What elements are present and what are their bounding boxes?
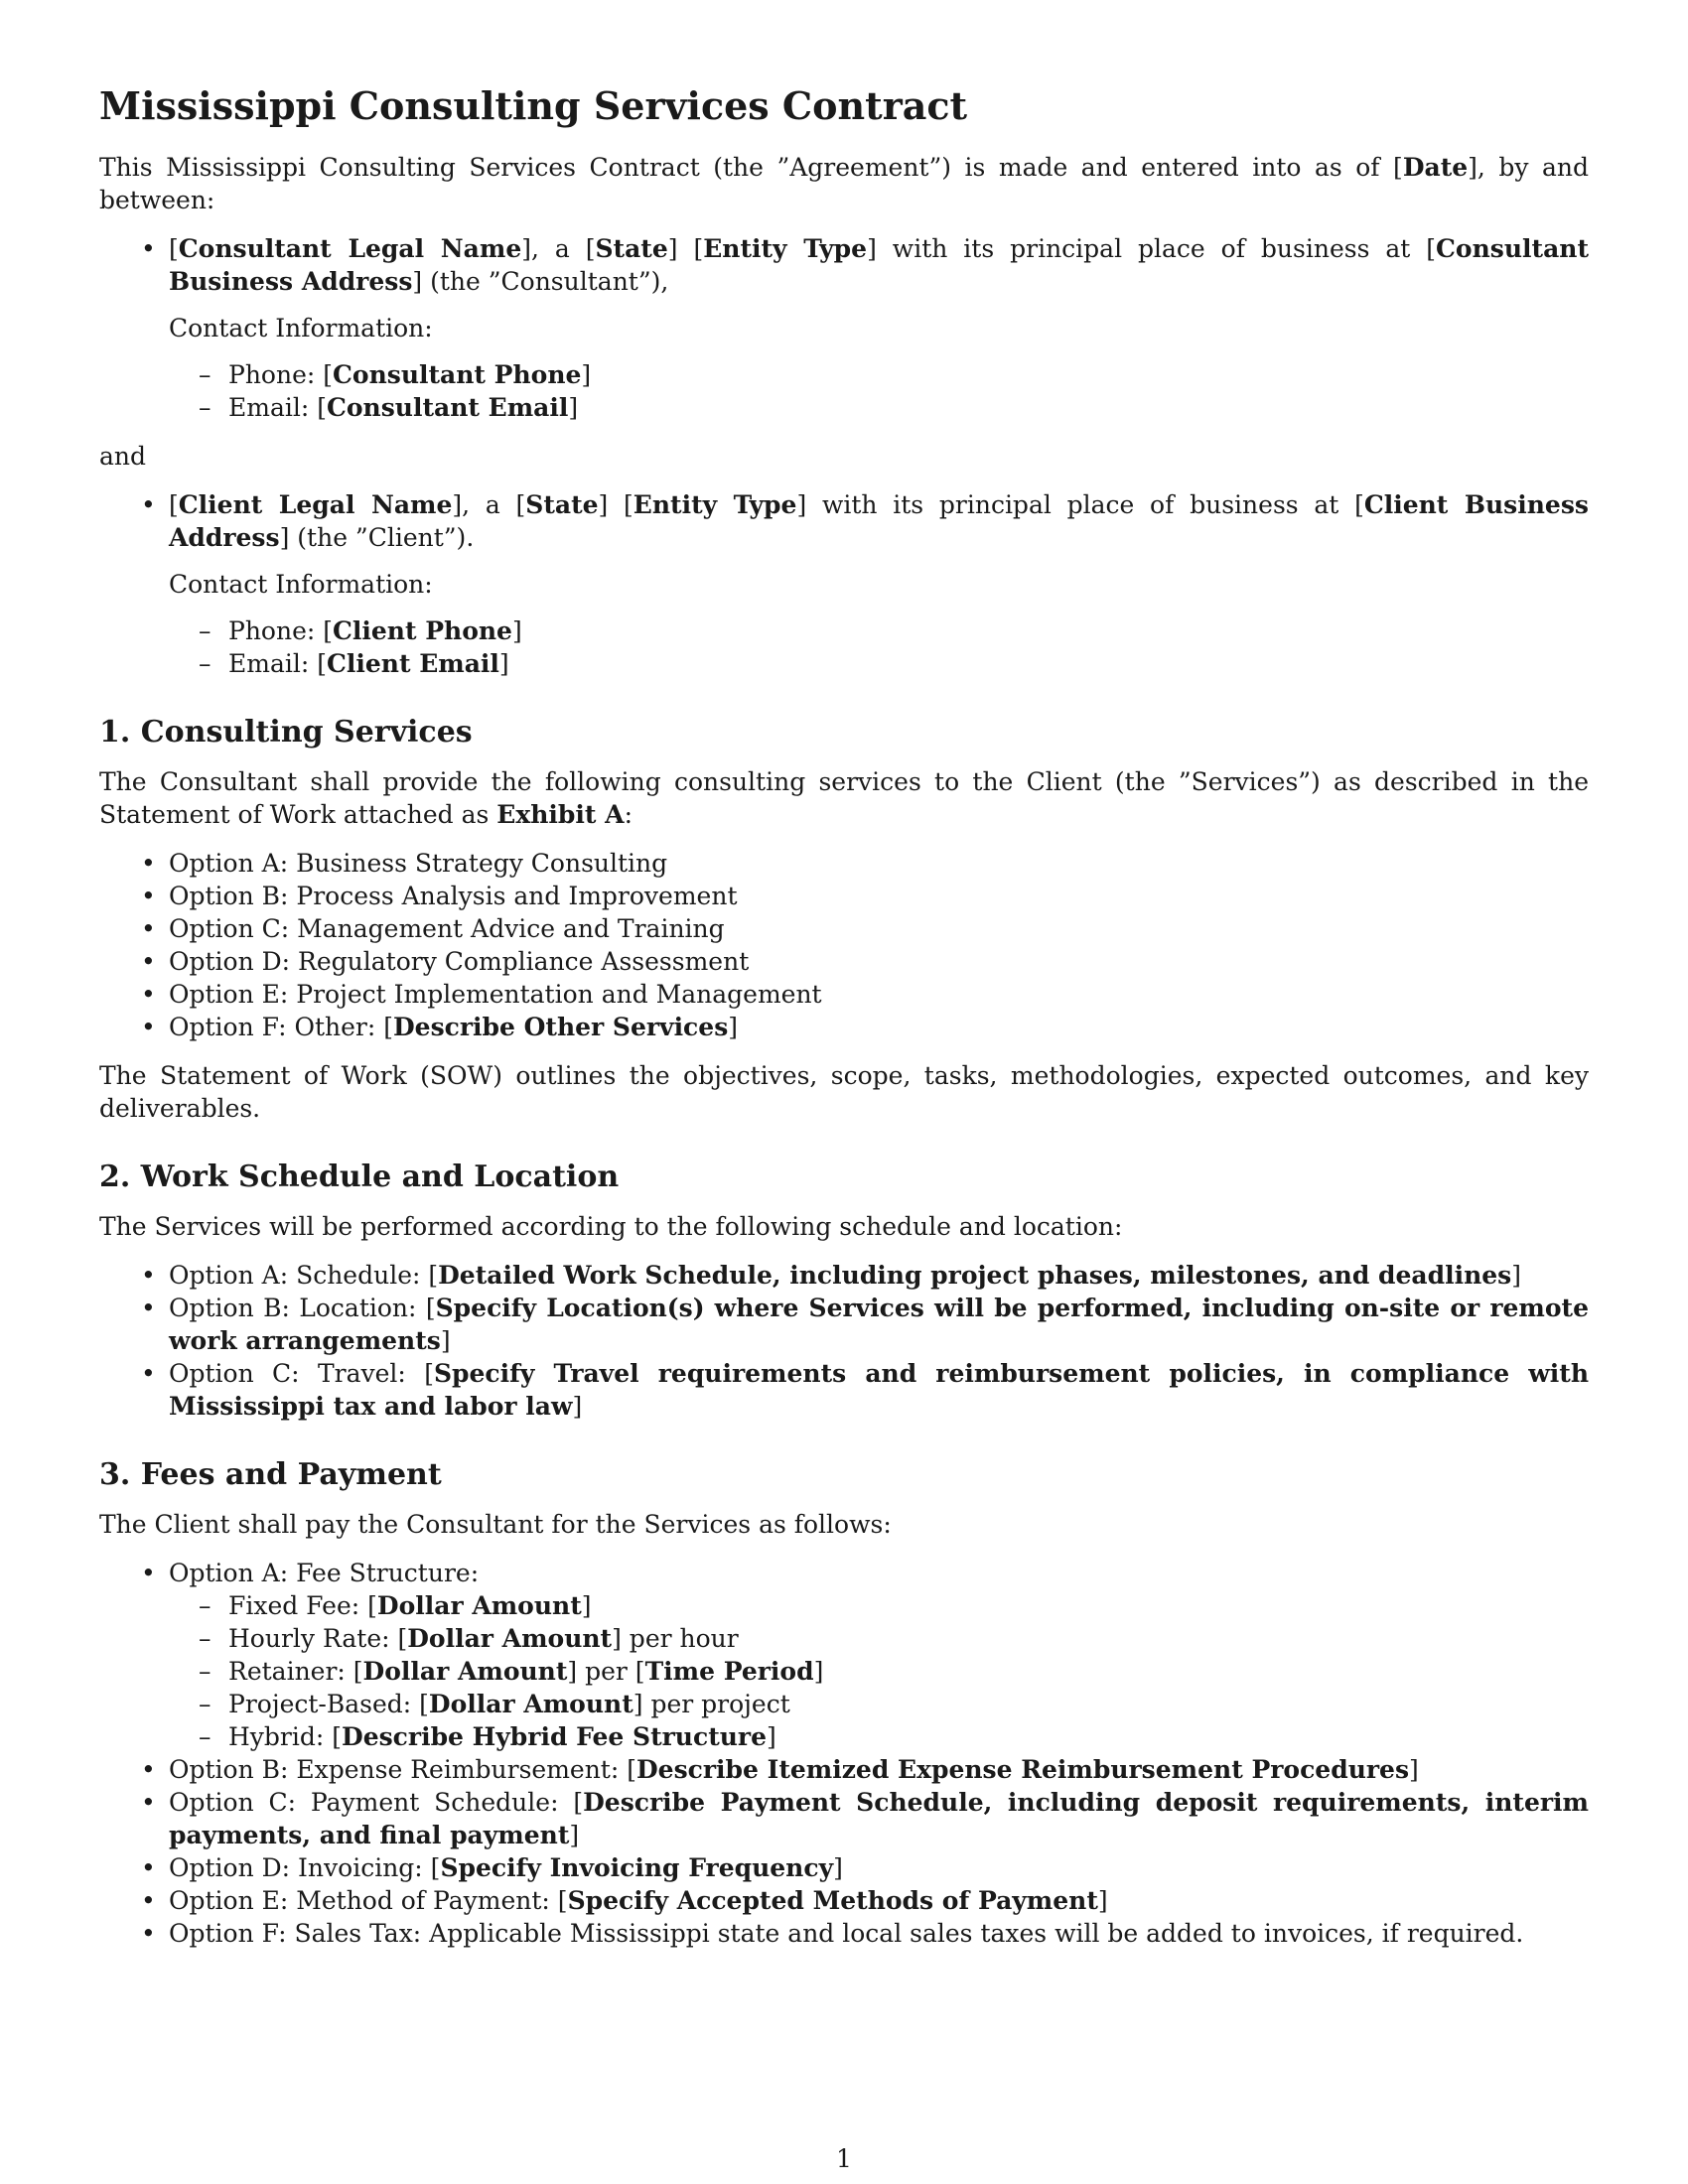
expense-placeholder: Describe Itemized Expense Reimbursement Procedures [635, 1755, 1410, 1784]
list-item: • Option C: Payment Schedule: [Describe Payment Schedule, including deposit requirements, interim payments, and final payment] [99, 1786, 1589, 1851]
page-number: 1 [836, 2144, 852, 2173]
consultant-entity-type: Entity Type [703, 234, 868, 263]
sow-paragraph: The Statement of Work (SOW) outlines the objectives, scope, tasks, methodologies, expected outcomes, and key deliverables. [99, 1061, 1589, 1123]
client-phone-label: Phone: [ [228, 616, 333, 645]
schedule-options-list [99, 1259, 1589, 1423]
list-item: • Option A: Business Strategy Consulting [99, 847, 1589, 880]
services-options-list [99, 847, 1589, 1043]
consultant-email-value: Consultant Email [326, 393, 569, 422]
client-mid-text: with its principal place of business at [ [806, 490, 1364, 519]
list-item [99, 1557, 1589, 1753]
payment-schedule-placeholder: Describe Payment Schedule, including deposit requirements, interim payments, and final payment [169, 1788, 1589, 1849]
fixed-fee: – Fixed Fee: [Dollar Amount] [169, 1589, 1589, 1622]
consultant-phone-label: Phone: [ [228, 360, 333, 389]
list-item: • Option E: Project Implementation and Management [99, 978, 1589, 1011]
list-item: • Option B: Process Analysis and Improvement [99, 880, 1589, 912]
list-item: • Option D: Regulatory Compliance Assessment [99, 945, 1589, 978]
payment-method-placeholder: Specify Accepted Methods of Payment [567, 1886, 1098, 1915]
consultant-party-list [99, 232, 1589, 424]
hourly-rate-label: Hourly Rate: [ [228, 1624, 408, 1653]
retainer-period-placeholder: Time Period [644, 1657, 814, 1686]
fees-options-list [99, 1557, 1589, 1950]
consultant-contact-list [169, 358, 1589, 424]
invoicing-placeholder: Specify Invoicing Frequency [440, 1853, 834, 1882]
travel-label: Option C: Travel: [ [169, 1359, 434, 1388]
client-address: Client Business Address [169, 490, 1589, 552]
hybrid-placeholder: Describe Hybrid Fee Structure [342, 1722, 768, 1751]
consultant-phone: – Phone: [Consultant Phone] [169, 358, 1589, 391]
list-item: • Option E: Method of Payment: [Specify Accepted Methods of Payment] [99, 1884, 1589, 1917]
consultant-mid-text: with its principal place of business at [ [876, 234, 1437, 263]
retainer-mid: ] per [ [567, 1657, 645, 1686]
section-1-intro-text: The Consultant shall provide the following consulting services to the Client (the ”Services”) as described in the Statement of Work attached as [99, 767, 1589, 829]
retainer-label: Retainer: [ [228, 1657, 363, 1686]
hybrid: – Hybrid: [Describe Hybrid Fee Structure] [169, 1720, 1589, 1753]
payment-schedule-label: Option C: Payment Schedule: [ [169, 1788, 584, 1817]
intro-paragraph [99, 151, 1589, 216]
location-placeholder: Specify Location(s) where Services will be performed, including on-site or remote work arrangements [169, 1294, 1590, 1355]
client-suffix: ] (the ”Client”). [279, 523, 475, 552]
consultant-suffix: ] (the ”Consultant”), [412, 267, 669, 296]
consultant-state: State [595, 234, 668, 263]
list-item: • Option B: Location: [Specify Location(s) where Services will be performed, including on-site or remote work arrangements] [99, 1292, 1589, 1357]
client-entity-type: Entity Type [633, 490, 797, 519]
project-based-label: Project-Based: [ [228, 1690, 429, 1718]
client-contact-label: Contact Information: [169, 570, 433, 599]
project-based-suffix: ] per project [633, 1690, 790, 1718]
list-item: • Option D: Invoicing: [Specify Invoicing Frequency] [99, 1851, 1589, 1884]
retainer: – Retainer: [Dollar Amount] per [Time Period] [169, 1655, 1589, 1688]
intro-text-end: ], by and between: [99, 153, 1590, 214]
payment-method-label: Option E: Method of Payment: [ [169, 1886, 568, 1915]
section-1-intro-end: : [624, 800, 633, 829]
option-f-placeholder: Describe Other Services [392, 1013, 729, 1041]
project-based-placeholder: Dollar Amount [428, 1690, 633, 1718]
list-item: • Option F: Sales Tax: Applicable Mississippi state and local sales taxes will be added to invoices, if required. [99, 1917, 1589, 1950]
intro-text: This Mississippi Consulting Services Contract (the ”Agreement”) is made and entered into as of [ [99, 153, 1403, 182]
section-3-heading: 3. Fees and Payment [99, 1457, 442, 1492]
consultant-phone-value: Consultant Phone [333, 360, 582, 389]
location-label: Option B: Location: [ [169, 1294, 436, 1322]
client-party-list [99, 488, 1589, 680]
hybrid-label: Hybrid: [ [228, 1722, 343, 1751]
fixed-fee-label: Fixed Fee: [ [228, 1591, 377, 1620]
hourly-rate [169, 1622, 1589, 1655]
retainer-placeholder: Dollar Amount [362, 1657, 568, 1686]
section-1-heading: 1. Consulting Services [99, 715, 473, 750]
list-item: • Option C: Management Advice and Training [99, 912, 1589, 945]
client-email-label: Email: [ [228, 649, 327, 678]
document-title: Mississippi Consulting Services Contract [99, 83, 968, 128]
schedule-placeholder: Detailed Work Schedule, including project phases, milestones, and deadlines [438, 1261, 1512, 1290]
list-item: • Option B: Expense Reimbursement: [Describe Itemized Expense Reimbursement Procedures] [99, 1753, 1589, 1786]
section-2-heading: 2. Work Schedule and Location [99, 1160, 620, 1194]
client-phone: – Phone: [Client Phone] [169, 614, 1589, 647]
travel-placeholder: Specify Travel requirements and reimbursement policies, in compliance with Mississippi tax and labor law [169, 1359, 1589, 1421]
client-phone-value: Client Phone [333, 616, 512, 645]
client-legal-name: Client Legal Name [178, 490, 453, 519]
consultant-email-label: Email: [ [228, 393, 327, 422]
section-2-intro: The Services will be performed according to the following schedule and location: [99, 1212, 1123, 1241]
hourly-rate-suffix: ] per hour [612, 1624, 739, 1653]
client-party: • [Client Legal Name], a [State] [Entity Type] with its principal place of business at [Client Business Address] (the ”Client”). Contact Information: – Phone: [Client Phone] – Email: [Client Email] [99, 488, 1589, 680]
consultant-legal-name: Consultant Legal Name [178, 234, 522, 263]
client-email-value: Client Email [326, 649, 499, 678]
and-connector: and [99, 442, 147, 471]
expense-label: Option B: Expense Reimbursement: [ [169, 1755, 636, 1784]
exhibit-label: Exhibit A [496, 800, 625, 829]
fee-structure-label: Option A: Fee Structure: [169, 1559, 480, 1587]
schedule-label: Option A: Schedule: [ [169, 1261, 439, 1290]
section-3-intro: The Client shall pay the Consultant for the Services as follows: [99, 1510, 892, 1539]
list-item: • Option C: Travel: [Specify Travel requirements and reimbursement policies, in compliance with Mississippi tax and labor law] [99, 1357, 1589, 1423]
section-1-intro [99, 765, 1589, 831]
fee-structure-list [169, 1589, 1589, 1753]
consultant-contact-label: Contact Information: [169, 314, 433, 342]
invoicing-label: Option D: Invoicing: [ [169, 1853, 441, 1882]
project-based [169, 1688, 1589, 1720]
list-item: • Option A: Schedule: [Detailed Work Schedule, including project phases, milestones, and deadlines] [99, 1259, 1589, 1292]
client-state: State [525, 490, 599, 519]
client-email: – Email: [Client Email] [169, 647, 1589, 680]
consultant-address: Consultant Business Address [169, 234, 1589, 296]
client-contact-list [169, 614, 1589, 680]
consultant-email: – Email: [Consultant Email] [169, 391, 1589, 424]
list-item: • Option F: Other: [Describe Other Services] [99, 1011, 1589, 1043]
date-placeholder: Date [1402, 153, 1469, 182]
hourly-rate-placeholder: Dollar Amount [407, 1624, 613, 1653]
consultant-party: • [Consultant Legal Name], a [State] [Entity Type] with its principal place of business at [Consultant Business Address] (the ”Consultant”), Contact Information: – Phone: [Consultant Phone] – Email: [Consultant Email] [99, 232, 1589, 424]
option-f-label: Option F: Other: [ [169, 1013, 393, 1041]
fixed-fee-placeholder: Dollar Amount [376, 1591, 582, 1620]
